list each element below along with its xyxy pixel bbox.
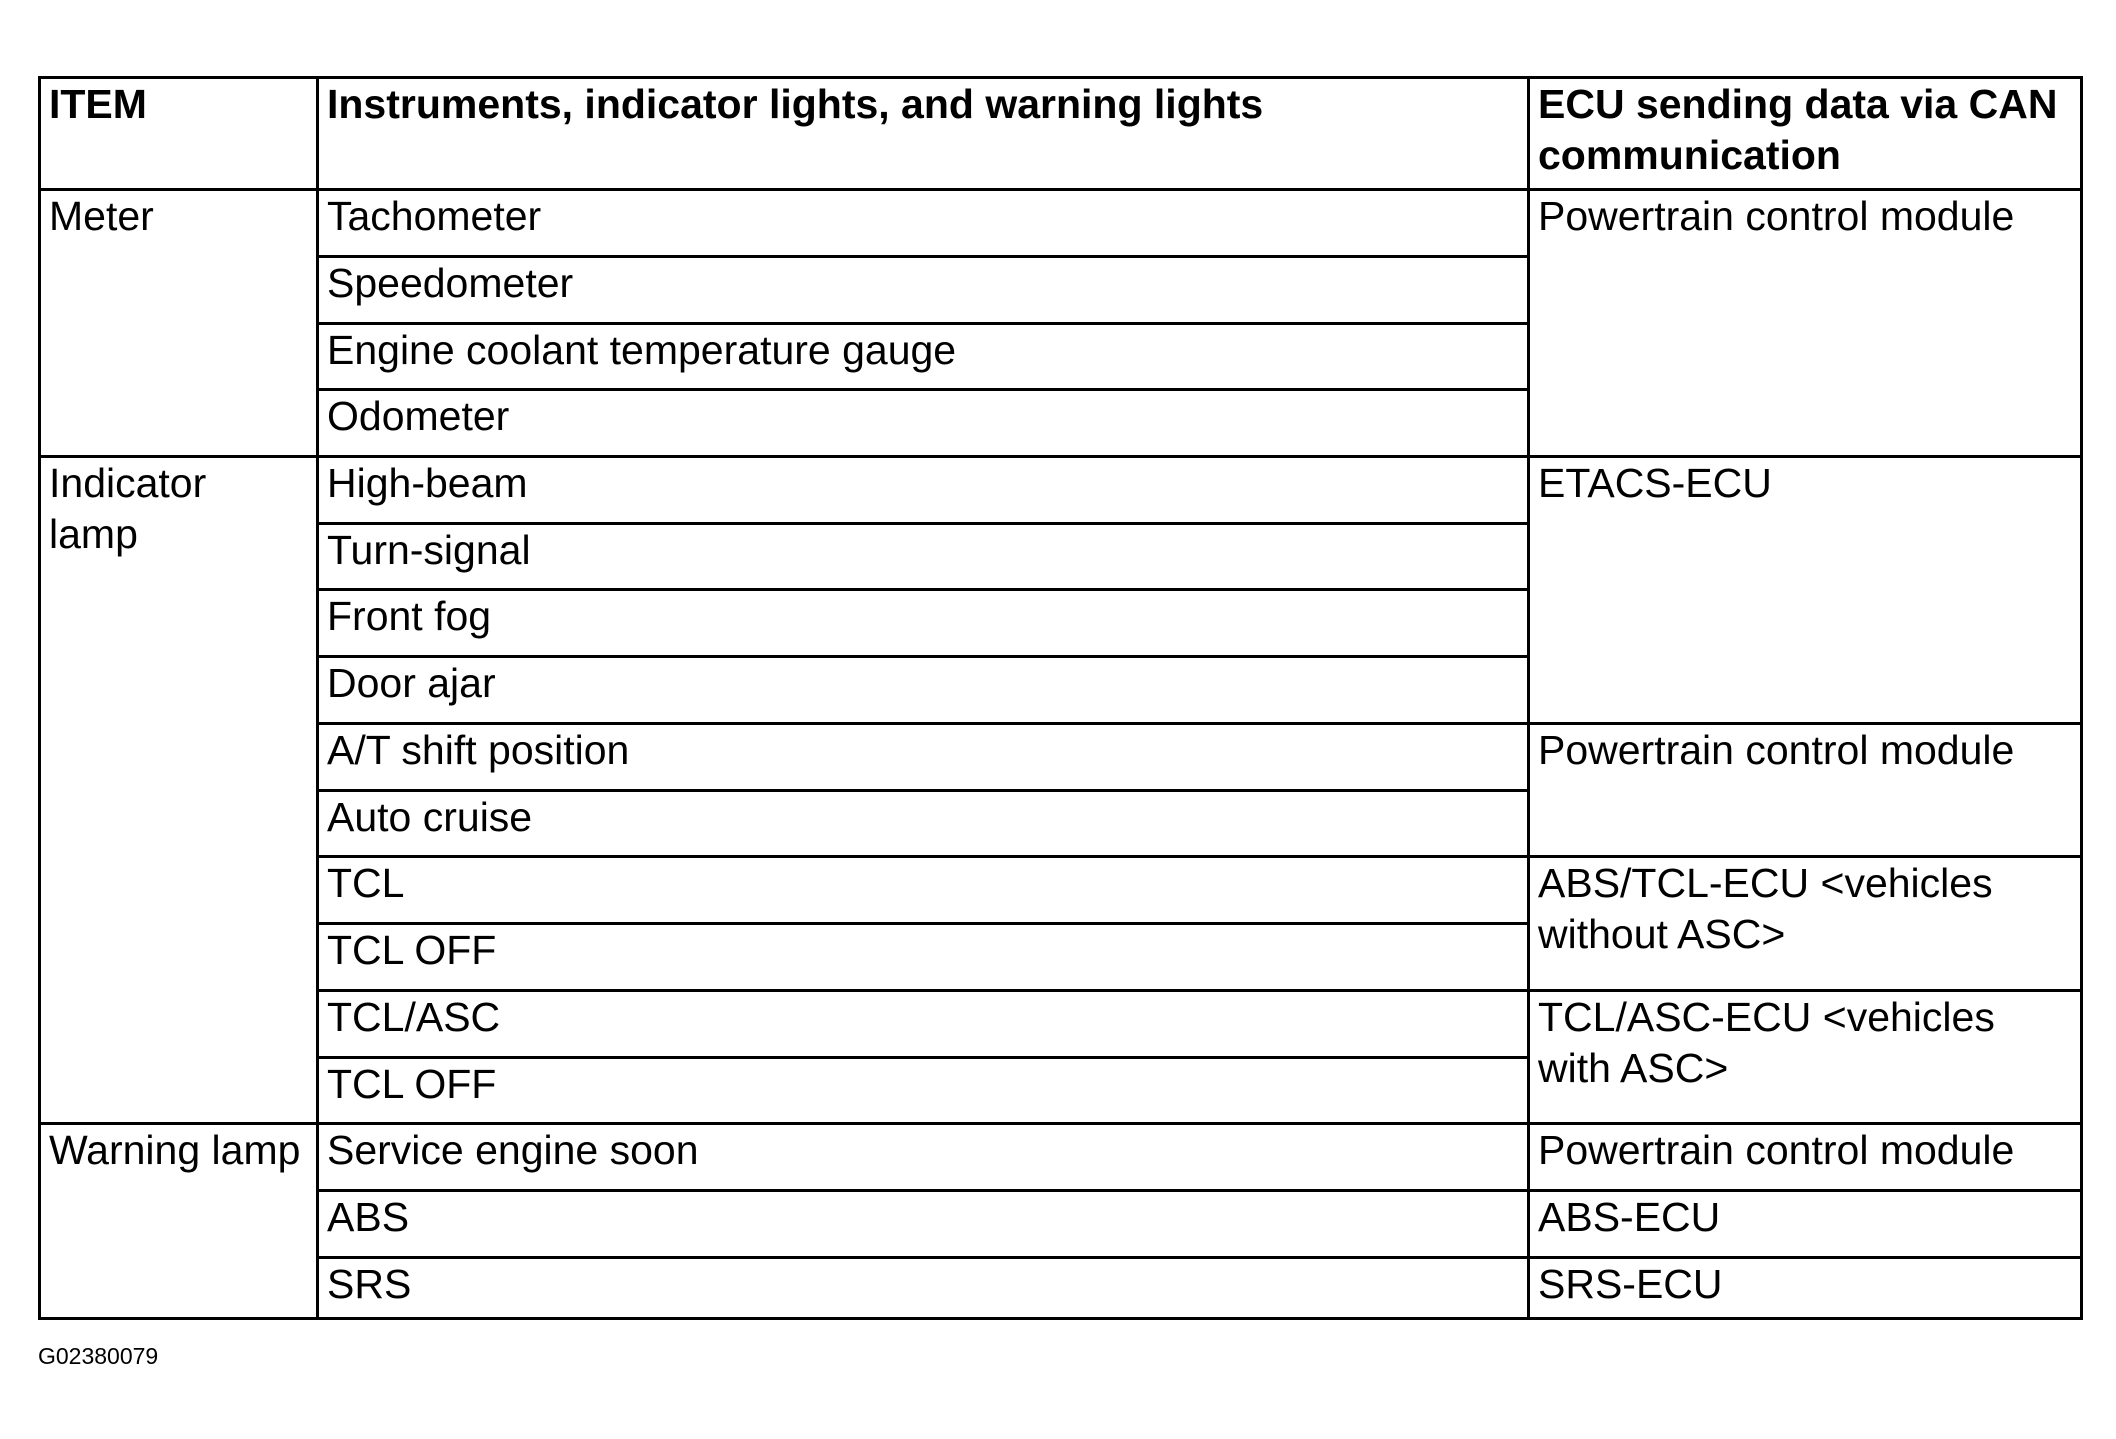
- instrument-cell: High-beam: [318, 457, 1529, 524]
- instrument-cell: Odometer: [318, 390, 1529, 457]
- figure-code: G02380079: [38, 1343, 159, 1369]
- ecu-cell: TCL/ASC-ECU <vehicles with ASC>: [1529, 990, 2082, 1123]
- table-row: [40, 1191, 2082, 1258]
- table-row: [40, 1124, 2082, 1191]
- table-row: [40, 190, 2082, 257]
- instrument-cell: TCL OFF: [318, 924, 1529, 991]
- header-ecu: ECU sending data via CAN communication: [1529, 78, 2082, 190]
- instrument-cell: TCL: [318, 857, 1529, 924]
- instrument-cell: Engine coolant temperature gauge: [318, 323, 1529, 390]
- ecu-cell: ETACS-ECU: [1529, 457, 2082, 724]
- table-row: [40, 723, 2082, 790]
- header-item: ITEM: [40, 78, 318, 190]
- header-instruments: Instruments, indicator lights, and warning lights: [318, 78, 1529, 190]
- instrument-cell: Front fog: [318, 590, 1529, 657]
- ecu-cell: Powertrain control module: [1529, 190, 2082, 457]
- item-cell-meter: Meter: [40, 190, 318, 457]
- instrument-cell: TCL/ASC: [318, 990, 1529, 1057]
- can-communication-table: [38, 76, 2083, 1320]
- table-row: [40, 857, 2082, 924]
- instrument-cell: Auto cruise: [318, 790, 1529, 857]
- item-cell-warning-lamp: Warning lamp: [40, 1124, 318, 1319]
- ecu-cell: Powertrain control module: [1529, 723, 2082, 856]
- table-row: [40, 1257, 2082, 1318]
- ecu-cell: Powertrain control module: [1529, 1124, 2082, 1191]
- ecu-cell: ABS/TCL-ECU <vehicles without ASC>: [1529, 857, 2082, 990]
- instrument-cell: SRS: [318, 1257, 1529, 1318]
- table-row: [40, 990, 2082, 1057]
- ecu-cell: ABS-ECU: [1529, 1191, 2082, 1258]
- instrument-cell: Tachometer: [318, 190, 1529, 257]
- instrument-cell: Turn-signal: [318, 523, 1529, 590]
- instrument-cell: Speedometer: [318, 256, 1529, 323]
- table-header-row: [40, 78, 2082, 190]
- item-cell-indicator-lamp: Indicator lamp: [40, 457, 318, 1124]
- instrument-cell: Door ajar: [318, 657, 1529, 724]
- instrument-cell: A/T shift position: [318, 723, 1529, 790]
- instrument-cell: TCL OFF: [318, 1057, 1529, 1124]
- ecu-cell: SRS-ECU: [1529, 1257, 2082, 1318]
- instrument-cell: Service engine soon: [318, 1124, 1529, 1191]
- table-row: [40, 457, 2082, 524]
- instrument-cell: ABS: [318, 1191, 1529, 1258]
